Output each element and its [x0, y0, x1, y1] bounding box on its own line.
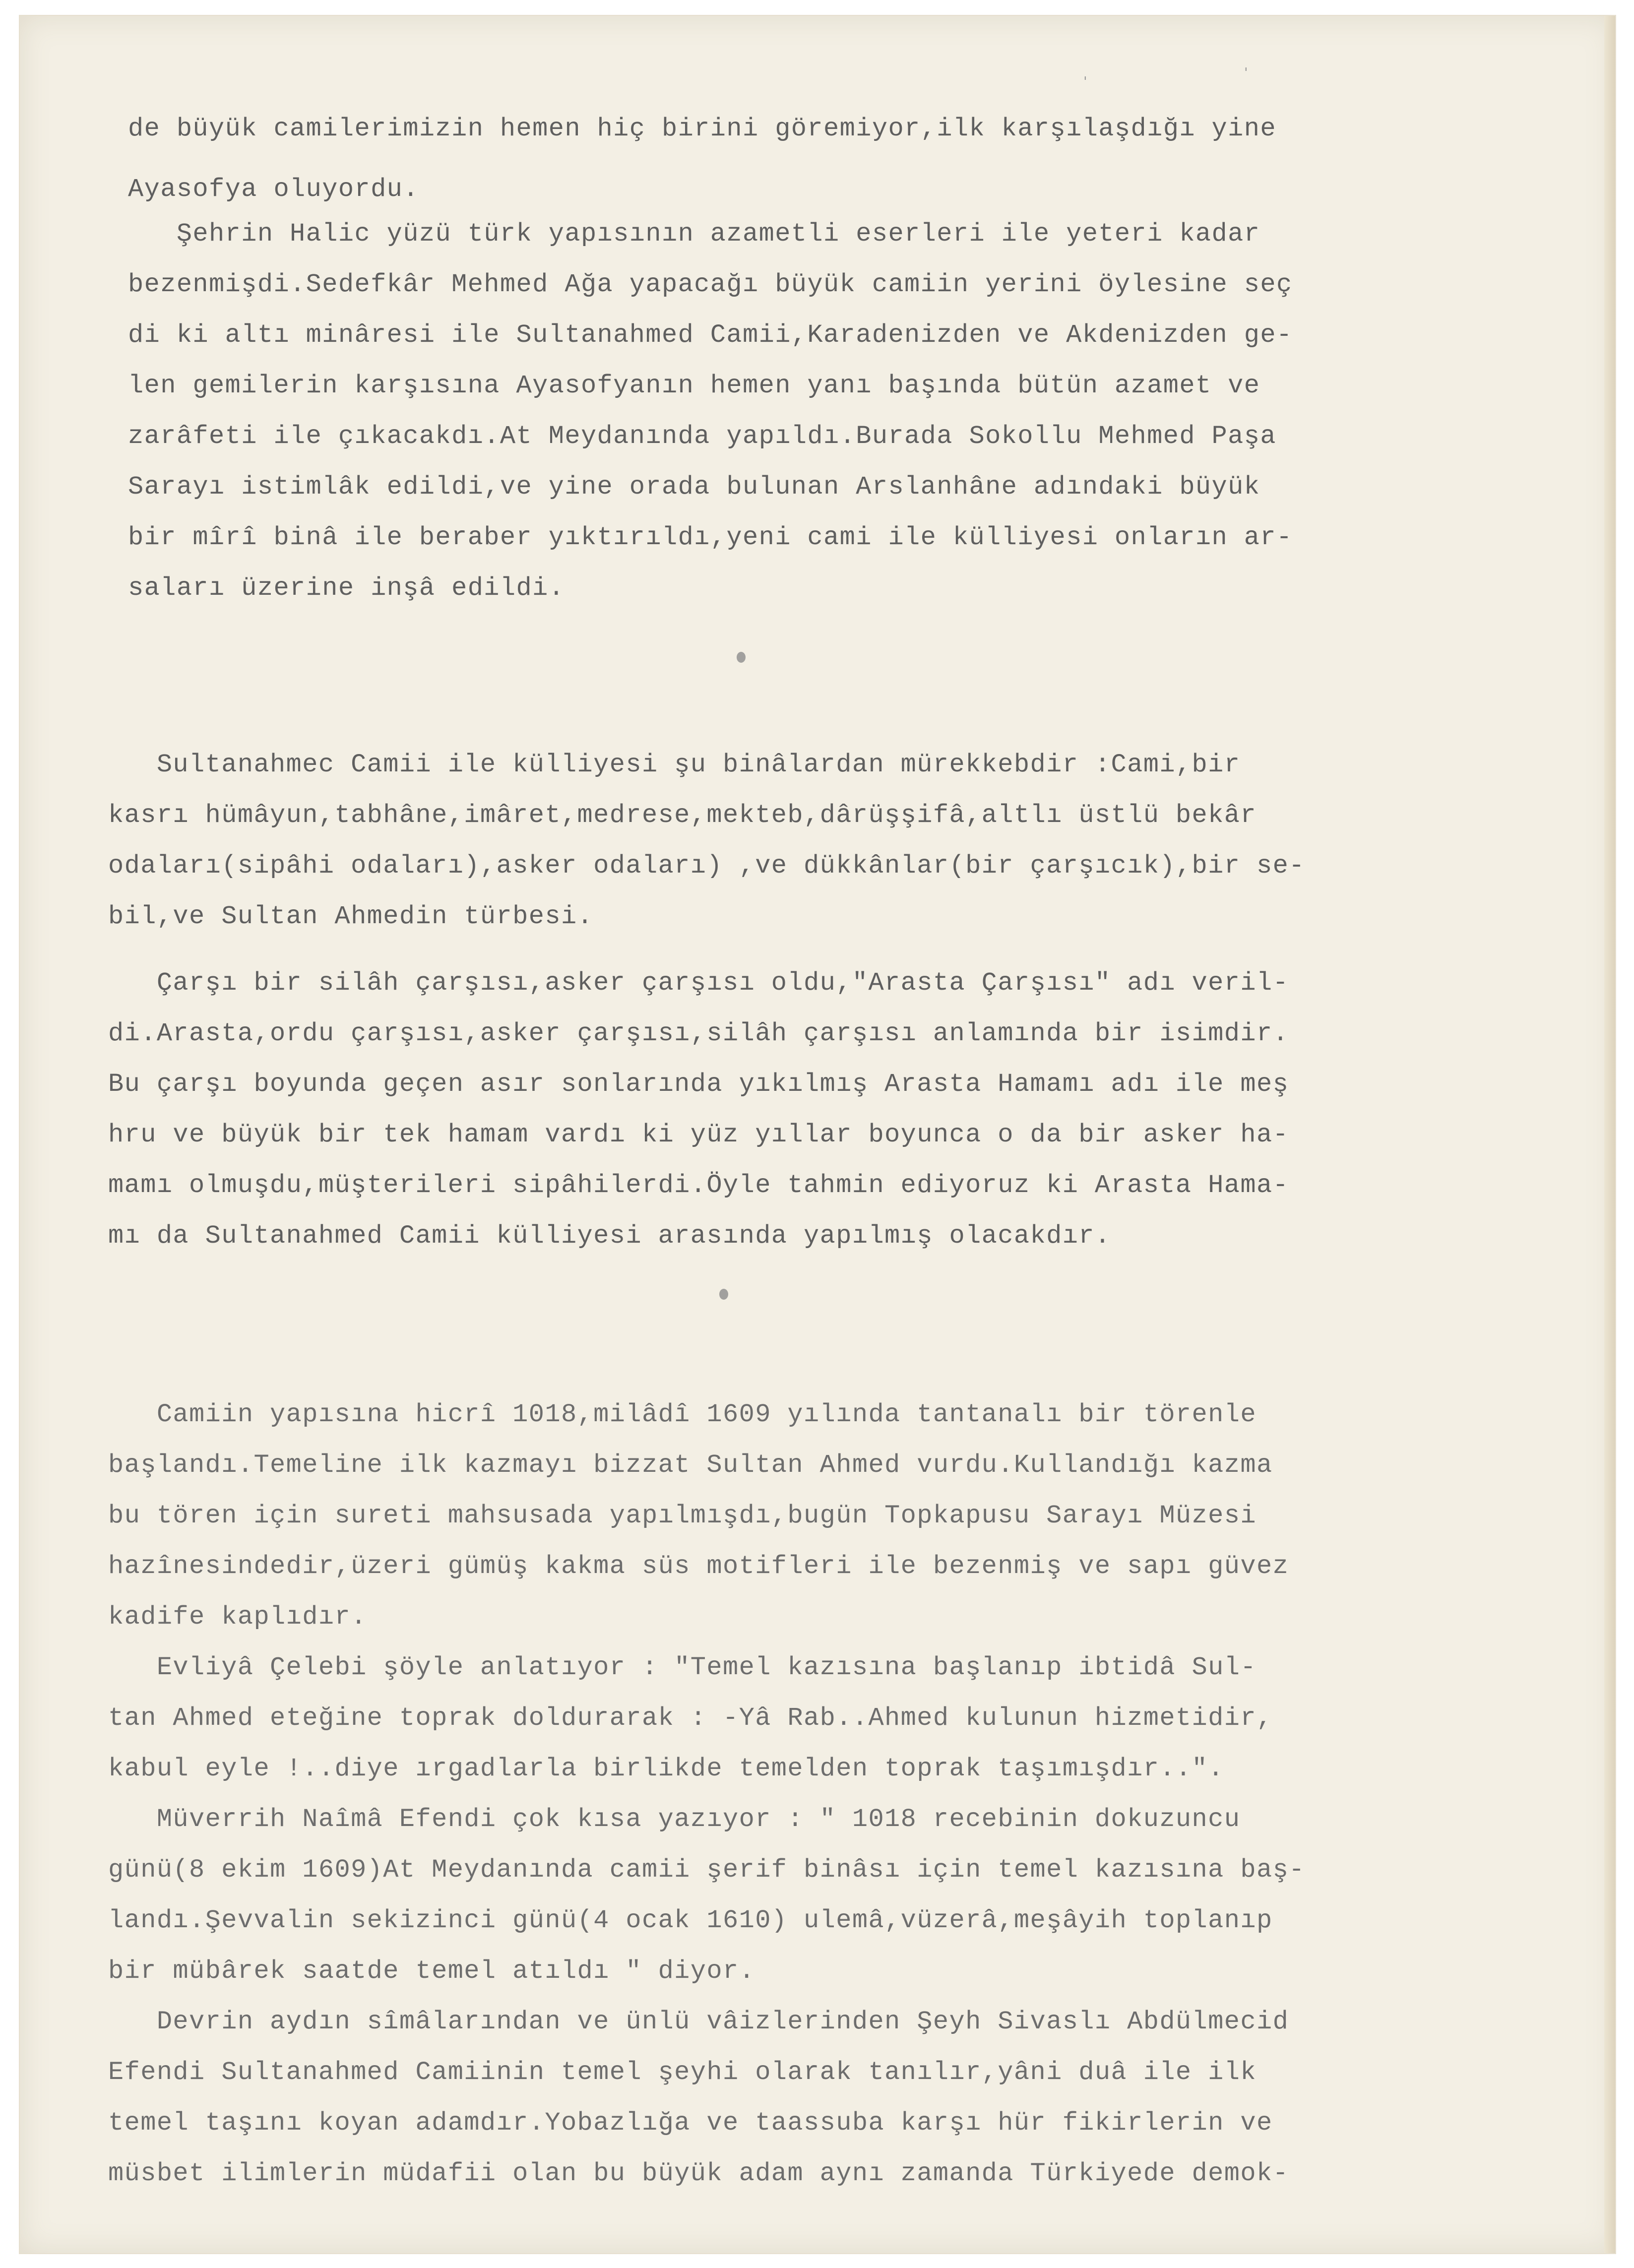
text-line: bir mübârek saatde temel atıldı " diyor. — [108, 1956, 755, 1986]
text-line: müsbet ilimlerin müdafii olan bu büyük adam aynı zamanda Türkiyede demok- — [108, 2159, 1289, 2188]
text-line: bezenmişdi.Sedefkâr Mehmed Ağa yapacağı büyük camiin yerini öylesine seç — [128, 270, 1293, 299]
text-line: Sarayı istimlâk edildi,ve yine orada bulunan Arslanhâne adındaki büyük — [128, 472, 1260, 502]
section-separator-dot — [737, 652, 746, 663]
text-line: Camiin yapısına hicrî 1018,milâdî 1609 yılında tantanalı bir törenle — [108, 1400, 1257, 1429]
text-line: mı da Sultanahmed Camii külliyesi arasında yapılmış olacakdır. — [108, 1221, 1111, 1251]
text-line: di ki altı minâresi ile Sultanahmed Camii,Karadenizden ve Akdenizden ge- — [128, 320, 1293, 350]
text-line: hru ve büyük bir tek hamam vardı ki yüz yıllar boyunca o da bir asker ha- — [108, 1120, 1289, 1149]
page-right-edge — [1604, 16, 1615, 2253]
text-line: de büyük camilerimizin hemen hiç birini göremiyor,ilk karşılaşdığı yine — [128, 114, 1276, 143]
text-line: kadife kaplıdır. — [108, 1602, 367, 1632]
top-tick-mark: ' — [1242, 65, 1250, 80]
typewritten-page — [19, 15, 1616, 2254]
top-tick-mark: ' — [1081, 74, 1089, 89]
text-line: kabul eyle !..diye ırgadlarla birlikde temelden toprak taşımışdır..". — [108, 1754, 1224, 1783]
text-line: Bu çarşı boyunda geçen asır sonlarında yıkılmış Arasta Hamamı adı ile meş — [108, 1070, 1289, 1099]
text-line: landı.Şevvalin sekizinci günü(4 ocak 1610) ulemâ,vüzerâ,meşâyih toplanıp — [108, 1906, 1273, 1935]
text-line: Efendi Sultanahmed Camiinin temel şeyhi olarak tanılır,yâni duâ ile ilk — [108, 2058, 1257, 2087]
text-line: len gemilerin karşısına Ayasofyanın hemen yanı başında bütün azamet ve — [128, 371, 1260, 400]
text-line: di.Arasta,ordu çarşısı,asker çarşısı,silâh çarşısı anlamında bir isimdir. — [108, 1019, 1289, 1048]
text-line: bu tören için sureti mahsusada yapılmışdı,bugün Topkapusu Sarayı Müzesi — [108, 1501, 1257, 1530]
text-line: kasrı hümâyun,tabhâne,imâret,medrese,mekteb,dârüşşifâ,altlı üstlü bekâr — [108, 801, 1257, 830]
text-line: günü(8 ekim 1609)At Meydanında camii şerif binâsı için temel kazısına baş- — [108, 1855, 1305, 1885]
text-line: Çarşı bir silâh çarşısı,asker çarşısı oldu,"Arasta Çarşısı" adı veril- — [108, 968, 1289, 998]
text-line: mamı olmuşdu,müşterileri sipâhilerdi.Öyle tahmin ediyoruz ki Arasta Hama- — [108, 1171, 1289, 1200]
text-line: zarâfeti ile çıkacakdı.At Meydanında yapıldı.Burada Sokollu Mehmed Paşa — [128, 422, 1276, 451]
text-line: Devrin aydın sîmâlarından ve ünlü vâizlerinden Şeyh Sivaslı Abdülmecid — [108, 2007, 1289, 2036]
text-line: bil,ve Sultan Ahmedin türbesi. — [108, 902, 594, 931]
text-line: Evliyâ Çelebi şöyle anlatıyor : "Temel kazısına başlanıp ibtidâ Sul- — [108, 1653, 1257, 1682]
text-line: Müverrih Naîmâ Efendi çok kısa yazıyor : " 1018 recebinin dokuzuncu — [108, 1805, 1241, 1834]
section-separator-dot — [719, 1289, 728, 1300]
text-line: tan Ahmed eteğine toprak doldurarak : -Yâ Rab..Ahmed kulunun hizmetidir, — [108, 1703, 1273, 1733]
text-line: bir mîrî binâ ile beraber yıktırıldı,yeni cami ile külliyesi onların ar- — [128, 523, 1293, 552]
text-line: başlandı.Temeline ilk kazmayı bizzat Sultan Ahmed vurdu.Kullandığı kazma — [108, 1450, 1273, 1480]
text-line: odaları(sipâhi odaları),asker odaları) ,ve dükkânlar(bir çarşıcık),bir se- — [108, 851, 1305, 881]
text-line: saları üzerine inşâ edildi. — [128, 573, 565, 603]
text-line: Şehrin Halic yüzü türk yapısının azametli eserleri ile yeteri kadar — [128, 219, 1260, 249]
text-line: Ayasofya oluyordu. — [128, 175, 419, 204]
text-line: Sultanahmec Camii ile külliyesi şu binâlardan mürekkebdir :Cami,bir — [108, 750, 1241, 779]
text-line: hazînesindedir,üzeri gümüş kakma süs motifleri ile bezenmiş ve sapı güvez — [108, 1552, 1289, 1581]
text-line: temel taşını koyan adamdır.Yobazlığa ve taassuba karşı hür fikirlerin ve — [108, 2108, 1273, 2138]
